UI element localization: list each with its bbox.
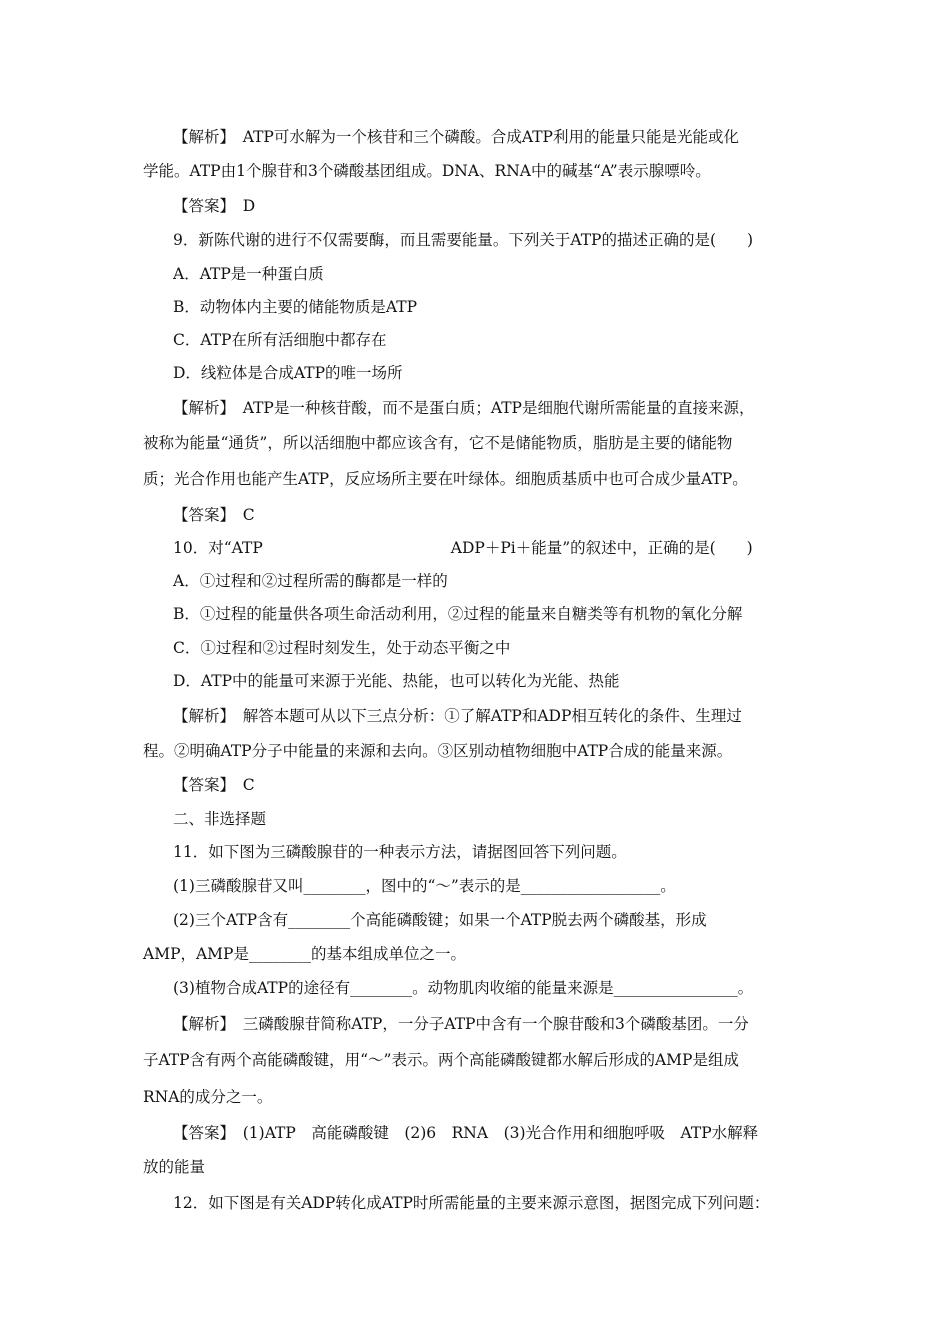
answer-line-cont: 放的能量: [143, 1158, 206, 1176]
analysis-line: 【解析】 三磷酸腺苷简称ATP，一分子ATP中含有一个腺苷酸和3个磷酸基团。一分: [173, 1015, 749, 1033]
option-b: B．①过程的能量供各项生命活动利用，②过程的能量来自糖类等有机物的氧化分解: [173, 605, 743, 623]
analysis-line: 【解析】 ATP可水解为一个核苷和三个磷酸。合成ATP利用的能量只能是光能或化: [173, 128, 739, 146]
question-11-part2-cont: AMP，AMP是________的基本组成单位之一。: [143, 945, 466, 963]
option-d: D．ATP中的能量可来源于光能、热能，也可以转化为光能、热能: [173, 672, 620, 690]
answer-line: 【答案】 D: [173, 197, 256, 215]
option-d: D．线粒体是合成ATP的唯一场所: [173, 364, 403, 382]
analysis-line: 被称为能量“通货”，所以活细胞中都应该含有，它不是储能物质，脂肪是主要的储能物: [143, 434, 733, 452]
question-11-part1: (1)三磷酸腺苷又叫________，图中的“～”表示的是__________________。: [173, 877, 676, 895]
analysis-line: 【解析】 解答本题可从以下三点分析：①了解ATP和ADP相互转化的条件、生理过: [173, 707, 742, 725]
analysis-line: 学能。ATP由1个腺苷和3个磷酸基团组成。DNA、RNA中的碱基“A”表示腺嘌呤。: [143, 162, 711, 180]
question-10-right: ADP＋Pi＋能量”的叙述中，正确的是( ): [450, 539, 753, 557]
question-11: 11．如下图为三磷酸腺苷的一种表示方法，请据图回答下列问题。: [173, 843, 627, 861]
analysis-line: 程。②明确ATP分子中能量的来源和去向。③区别动植物细胞中ATP合成的能量来源。: [143, 742, 733, 760]
question-10-left: 10．对“ATP: [173, 539, 263, 557]
analysis-line: RNA的成分之一。: [143, 1088, 273, 1106]
question-9: 9．新陈代谢的进行不仅需要酶，而且需要能量。下列关于ATP的描述正确的是( ): [173, 231, 754, 249]
option-b: B．动物体内主要的储能物质是ATP: [173, 298, 418, 316]
option-a: A．①过程和②过程所需的酶都是一样的: [173, 572, 448, 590]
answer-line: 【答案】 (1)ATP 高能磷酸键 (2)6 RNA (3)光合作用和细胞呼吸 ATP水解释: [173, 1124, 759, 1142]
option-a: A．ATP是一种蛋白质: [173, 265, 324, 283]
question-10: [173, 537, 843, 559]
analysis-line: 质；光合作用也能产生ATP，反应场所主要在叶绿体。细胞质基质中也可合成少量ATP。: [143, 470, 748, 488]
analysis-line: 【解析】 ATP是一种核苷酸，而不是蛋白质；ATP是细胞代谢所需能量的直接来源，: [173, 399, 755, 417]
question-11-part3: (3)植物合成ATP的途径有________。动物肌肉收缩的能量来源是________________。: [173, 979, 754, 997]
option-c: C．ATP在所有活细胞中都存在: [173, 331, 387, 349]
option-c: C．①过程和②过程时刻发生，处于动态平衡之中: [173, 639, 511, 657]
question-11-part2: (2)三个ATP含有________个高能磷酸键；如果一个ATP脱去两个磷酸基，形成: [173, 911, 707, 929]
question-12: 12．如下图是有关ADP转化成ATP时所需能量的主要来源示意图，据图完成下列问题：: [173, 1194, 770, 1212]
answer-line: 【答案】 C: [173, 776, 255, 794]
section-heading: 二、非选择题: [173, 810, 267, 828]
analysis-line: 子ATP含有两个高能磷酸键，用“～”表示。两个高能磷酸键都水解后形成的AMP是组成: [143, 1051, 739, 1069]
answer-line: 【答案】 C: [173, 506, 255, 524]
